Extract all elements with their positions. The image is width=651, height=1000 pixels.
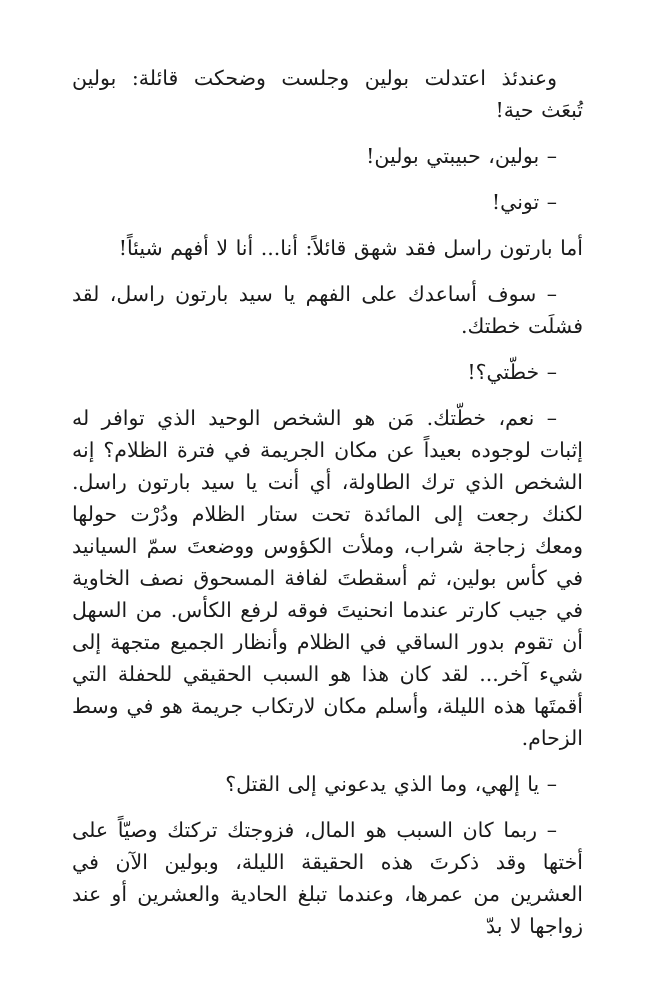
- paragraph-explanation: – نعم، خطّتك. مَن هو الشخص الوحيد الذي توافر له إثبات لوجوده بعيداً عن مكان الجريمة في فترة الظلام؟ إنه الشخص الذي ترك الطاولة، أي أنت يا سيد بارتون راسل. لكنك رجعت إلى المائدة تحت ستار الظلام ودُرْت حولها ومعك زجاجة شراب، وملأت الكؤوس ووضعتَ سمّ السيانيد في كأس بولين، ثم أسقطتَ لفافة المسحوق نصف الخاوية في جيب كارتر عندما انحنيتَ فوقه لرفع الكأس. من السهل أن تقوم بدور الساقي في الظلام وأنظار الجميع متجهة إلى شيء آخر... لقد كان هذا هو السبب الحقيقي للحفلة التي أقمتَها هذه الليلة، وأسلم مكان لارتكاب جريمة هو في وسط الزحام.: [72, 406, 583, 750]
- paragraph-pauline-darling: – بولين، حبيبتي بولين!: [366, 144, 557, 168]
- paragraph-pauline-revives: وعندئذ اعتدلت بولين وجلست وضحكت قائلة: بولين تُبعَث حية!: [72, 66, 583, 122]
- paragraph-tony: – توني!: [491, 190, 557, 214]
- paragraph-my-plan: – خطّتي؟!: [467, 360, 557, 384]
- paragraph-motive-money: – ربما كان السبب هو المال، فزوجتك تركتك وصيّاً على أختها وقد ذكرتَ هذه الحقيقة الليلة، وبولين الآن في العشرين من عمرها، وعندما تبلغ الحادية والعشرين أو عند زواجها لا بدّ: [72, 818, 583, 938]
- paragraph-plan-failed: – سوف أساعدك على الفهم يا سيد بارتون راسل، لقد فشلَت خطتك.: [72, 282, 583, 338]
- paragraph-barton-gasps: أما بارتون راسل فقد شهق قائلاً: أنا... أنا لا أفهم شيئاً!: [118, 236, 583, 260]
- book-page: [72, 62, 583, 956]
- paragraph-why-kill: – يا إلهي، وما الذي يدعوني إلى القتل؟: [225, 772, 557, 796]
